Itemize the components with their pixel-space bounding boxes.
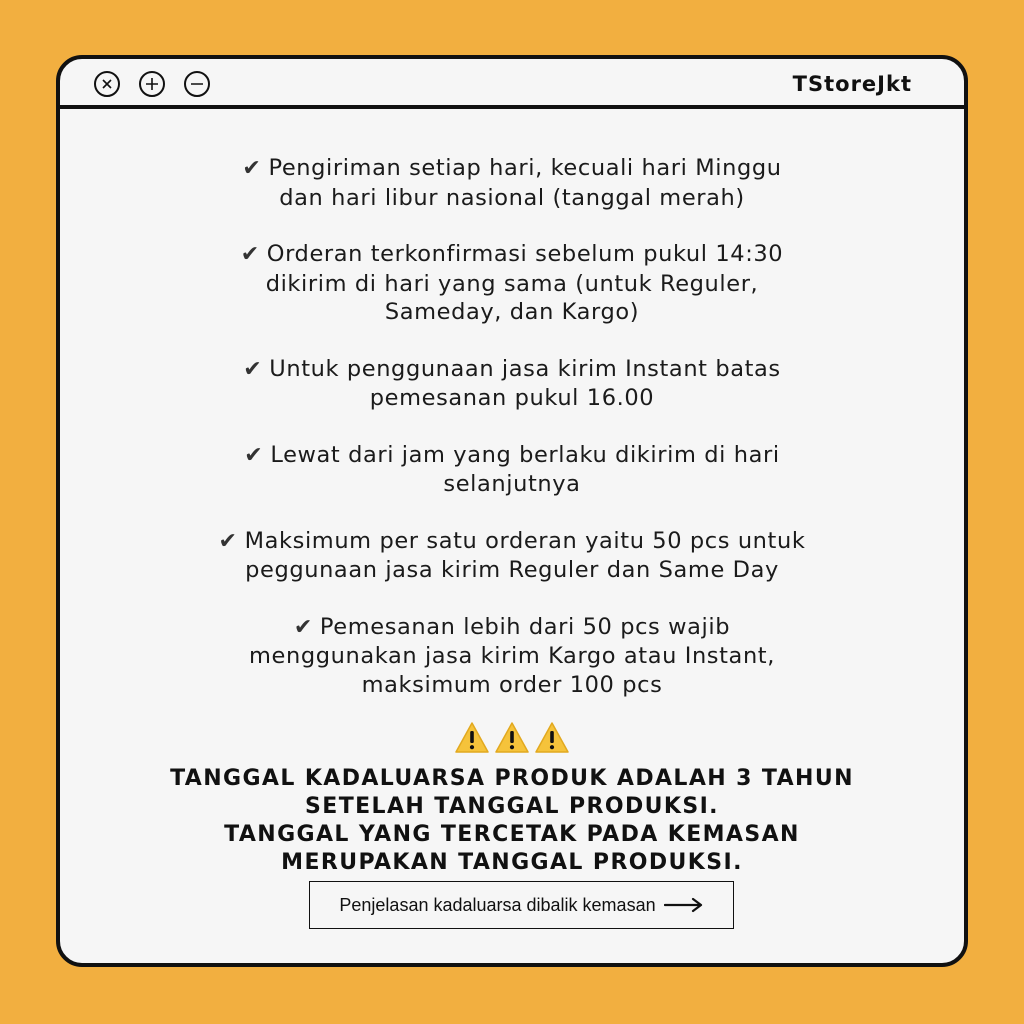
info-line: dikirim di hari yang sama (untuk Reguler, <box>265 270 759 297</box>
notice-line: TANGGAL KADALUARSA PRODUK ADALAH 3 TAHUN <box>170 766 854 791</box>
info-point-2 <box>132 355 892 413</box>
close-icon[interactable] <box>94 71 120 97</box>
info-line: Orderan terkonfirmasi sebelum pukul 14:30 <box>266 241 784 267</box>
notice-line: MERUPAKAN TANGGAL PRODUKSI. <box>281 850 743 875</box>
info-line: dan hari libur nasional (tanggal merah) <box>279 184 745 211</box>
check-icon: ✔ <box>242 156 262 181</box>
cta-label: Penjelasan kadaluarsa dibalik kemasan <box>339 894 656 915</box>
info-point-5 <box>132 613 892 700</box>
check-icon: ✔ <box>293 614 313 640</box>
info-point-4 <box>132 527 892 585</box>
warning-icon <box>534 721 570 755</box>
warning-icon <box>494 721 530 755</box>
check-icon: ✔ <box>244 442 264 468</box>
browser-window <box>56 55 968 967</box>
store-name: TStoreJkt <box>792 72 912 96</box>
info-line: Lewat dari jam yang berlaku dikirim di hari <box>270 441 780 468</box>
shipping-info <box>60 154 964 877</box>
minus-icon[interactable] <box>184 71 210 97</box>
warning-icon <box>454 721 490 755</box>
info-line: selanjutnya <box>443 471 581 497</box>
expiry-notice <box>60 765 964 877</box>
info-line: Pemesanan lebih dari 50 pcs wajib <box>319 613 731 640</box>
plus-icon[interactable] <box>139 71 165 97</box>
info-line: pemesanan pukul 16.00 <box>369 385 655 411</box>
notice-line: SETELAH TANGGAL PRODUKSI. <box>305 794 719 819</box>
info-line: Pengiriman setiap hari, kecuali hari Minggu <box>268 155 782 181</box>
info-line: maksimum order 100 pcs <box>361 671 663 698</box>
info-line: Untuk penggunaan jasa kirim Instant batas <box>269 355 781 382</box>
check-icon: ✔ <box>243 356 263 382</box>
info-line: peggunaan jasa kirim Reguler dan Same Day <box>245 557 779 583</box>
info-line: menggunakan jasa kirim Kargo atau Instant, <box>249 643 775 669</box>
notice-line: TANGGAL YANG TERCETAK PADA KEMASAN <box>224 822 800 847</box>
title-bar <box>60 59 964 109</box>
info-line: Maksimum per satu orderan yaitu 50 pcs untuk <box>244 527 806 554</box>
info-point-1 <box>132 240 892 327</box>
warning-icons <box>60 721 964 761</box>
check-icon: ✔ <box>218 528 238 554</box>
info-point-0 <box>132 154 892 212</box>
info-point-3 <box>132 441 892 499</box>
arrow-right-icon <box>664 897 704 913</box>
expiry-explanation-button[interactable] <box>309 881 734 929</box>
check-icon: ✔ <box>240 242 260 267</box>
info-line: Sameday, dan Kargo) <box>384 299 640 325</box>
